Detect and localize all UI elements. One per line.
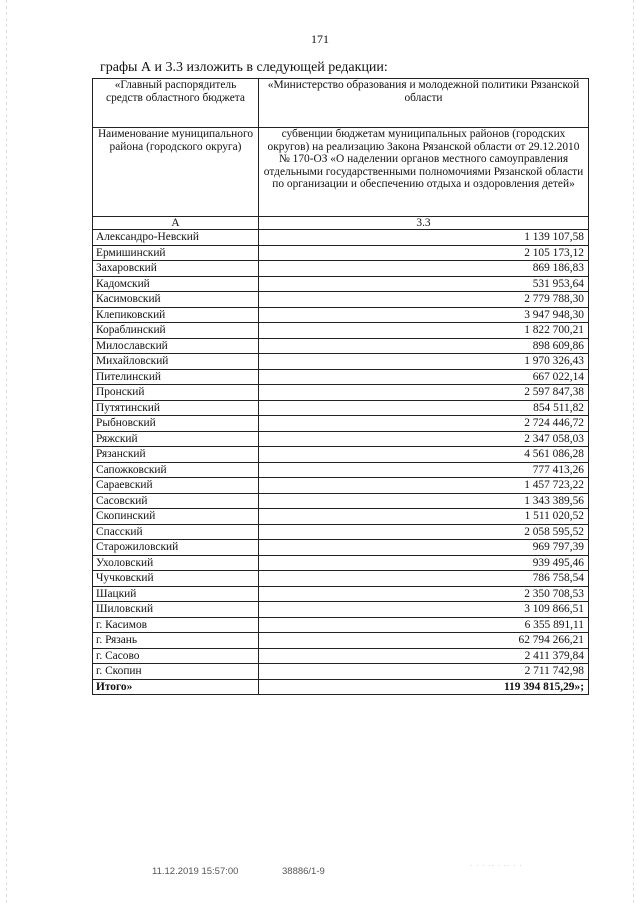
footer-code: 38886/1-9 (282, 866, 325, 877)
district-value: 2 347 058,03 (259, 431, 589, 447)
table-row (93, 493, 589, 509)
district-value: 1 511 020,52 (259, 509, 589, 525)
district-name: г. Касимов (93, 617, 259, 633)
district-name: Михайловский (93, 354, 259, 370)
district-name: Кадомский (93, 276, 259, 292)
district-value: 939 495,46 (259, 555, 589, 571)
col-a-letter: А (93, 217, 259, 230)
table-row (93, 664, 589, 680)
district-value: 898 609,86 (259, 338, 589, 354)
district-value: 6 355 891,11 (259, 617, 589, 633)
table-row (93, 648, 589, 664)
scan-edge-right (633, 0, 634, 905)
table-row (93, 509, 589, 525)
district-value: 667 022,14 (259, 369, 589, 385)
district-name: Сапожковский (93, 462, 259, 478)
district-name: Чучковский (93, 571, 259, 587)
district-name: Шацкий (93, 586, 259, 602)
district-value: 3 109 866,51 (259, 602, 589, 618)
total-value: 119 394 815,29»; (259, 679, 589, 694)
district-value: 62 794 266,21 (259, 633, 589, 649)
district-name: Спасский (93, 524, 259, 540)
district-name: Ермишинский (93, 245, 259, 261)
district-name: Сараевский (93, 478, 259, 494)
col-a-title: «Главный распорядитель средств областного бюджета (93, 79, 259, 128)
faint-stamp: · · · ·· · ·· · · (470, 862, 523, 870)
district-name: Александро-Невский (93, 230, 259, 246)
district-name: Путятинский (93, 400, 259, 416)
district-name: Захаровский (93, 261, 259, 277)
district-value: 2 411 379,84 (259, 648, 589, 664)
table-row (93, 540, 589, 556)
district-name: Шиловский (93, 602, 259, 618)
district-name: Ухоловский (93, 555, 259, 571)
table-row (93, 385, 589, 401)
table-row (93, 369, 589, 385)
subvention-table (92, 78, 589, 695)
scan-edge-left (6, 0, 7, 905)
table-row (93, 400, 589, 416)
table-row (93, 571, 589, 587)
district-name: Клепиковский (93, 307, 259, 323)
district-name: г. Скопин (93, 664, 259, 680)
table-row (93, 245, 589, 261)
table-row (93, 338, 589, 354)
district-value: 1 139 107,58 (259, 230, 589, 246)
district-value: 969 797,39 (259, 540, 589, 556)
table-row (93, 462, 589, 478)
page-number: 171 (311, 32, 329, 46)
total-label: Итого» (93, 679, 259, 694)
table-row (93, 354, 589, 370)
district-name: Пронский (93, 385, 259, 401)
district-value: 2 350 708,53 (259, 586, 589, 602)
district-name: Скопинский (93, 509, 259, 525)
table-row (93, 586, 589, 602)
table-row (93, 447, 589, 463)
district-name: г. Рязань (93, 633, 259, 649)
district-value: 1 457 723,22 (259, 478, 589, 494)
district-name: Пителинский (93, 369, 259, 385)
table-row (93, 261, 589, 277)
header-row-description (93, 128, 589, 217)
district-value: 531 953,64 (259, 276, 589, 292)
district-name: Рыбновский (93, 416, 259, 432)
table-row (93, 478, 589, 494)
col-a-desc: Наименование муниципального района (городского округа) (93, 128, 259, 217)
district-name: Ряжский (93, 431, 259, 447)
table-row (93, 416, 589, 432)
table-row (93, 307, 589, 323)
intro-text: графы А и 3.3 изложить в следующей редакции: (100, 60, 388, 75)
table-row (93, 323, 589, 339)
district-value: 1 822 700,21 (259, 323, 589, 339)
district-name: Милославский (93, 338, 259, 354)
district-name: г. Сасово (93, 648, 259, 664)
table-row (93, 276, 589, 292)
total-row (93, 679, 589, 694)
col-b-letter: 3.3 (259, 217, 589, 230)
header-row-manager (93, 79, 589, 128)
district-value: 777 413,26 (259, 462, 589, 478)
district-value: 1 970 326,43 (259, 354, 589, 370)
district-name: Касимовский (93, 292, 259, 308)
district-value: 2 711 742,98 (259, 664, 589, 680)
table-row (93, 524, 589, 540)
district-value: 2 779 788,30 (259, 292, 589, 308)
table-row (93, 617, 589, 633)
district-name: Сасовский (93, 493, 259, 509)
district-value: 2 105 173,12 (259, 245, 589, 261)
district-value: 2 597 847,38 (259, 385, 589, 401)
col-b-title: «Министерство образования и молодежной политики Рязанской области (259, 79, 589, 128)
district-value: 786 758,54 (259, 571, 589, 587)
table-row (93, 602, 589, 618)
district-name: Старожиловский (93, 540, 259, 556)
table-row (93, 292, 589, 308)
district-value: 2 724 446,72 (259, 416, 589, 432)
footer-date: 11.12.2019 15:57:00 (152, 866, 239, 877)
district-value: 4 561 086,28 (259, 447, 589, 463)
header-row-letters (93, 217, 589, 230)
table-row (93, 431, 589, 447)
table-row (93, 633, 589, 649)
district-name: Кораблинский (93, 323, 259, 339)
district-name: Рязанский (93, 447, 259, 463)
district-value: 869 186,83 (259, 261, 589, 277)
table-row (93, 230, 589, 246)
district-value: 1 343 389,56 (259, 493, 589, 509)
district-value: 3 947 948,30 (259, 307, 589, 323)
district-value: 2 058 595,52 (259, 524, 589, 540)
table-row (93, 555, 589, 571)
district-value: 854 511,82 (259, 400, 589, 416)
col-b-desc: субвенции бюджетам муниципальных районов (городских округов) на реализацию Закона Рязанской области от 29.12.2010 № 170-ОЗ «О наделении органов местного самоуправления отдельными государственными полномочиями Рязанской области по организации и обеспечению отдыха и оздоровления детей» (259, 128, 589, 217)
